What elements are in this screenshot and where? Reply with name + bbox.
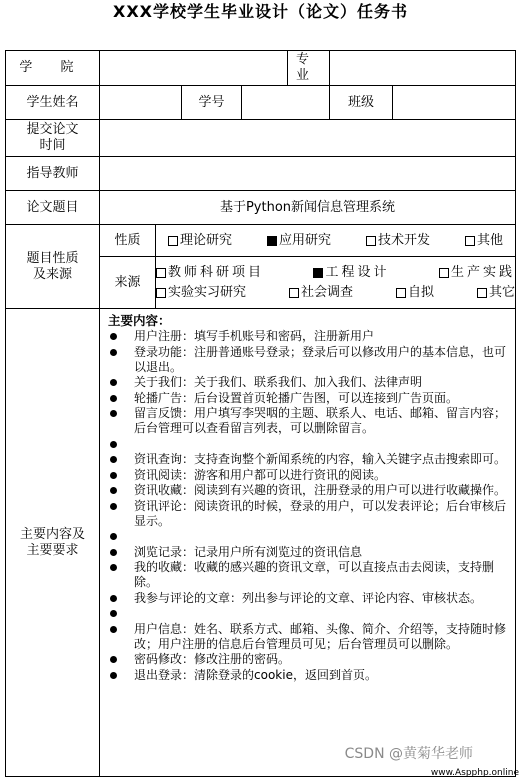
source-option-other[interactable]: 其它 bbox=[477, 285, 515, 301]
content-list-item: 留言反馈：用户填写李哭咽的主题、联系人、电话、邮箱、留言内容；后台管理可以查看留言列表，可以删除留言。 bbox=[108, 406, 507, 436]
content-list-item: 资讯查询：支持查询整个新闻系统的内容，输入关键字点击搜索即可。 bbox=[108, 452, 507, 467]
row-nature bbox=[6, 225, 516, 257]
content-list-item bbox=[108, 606, 507, 621]
row-topic bbox=[6, 191, 516, 225]
nature-options-cell bbox=[156, 225, 516, 257]
content-list bbox=[108, 329, 507, 683]
content-list-item bbox=[108, 437, 507, 452]
nature-label-line1: 题目性质 bbox=[26, 250, 79, 266]
checkbox-icon[interactable] bbox=[267, 236, 277, 246]
content-label-line2: 主要要求 bbox=[26, 542, 79, 558]
topic-value: 基于Python新闻信息管理系统 bbox=[100, 191, 516, 225]
row-teacher bbox=[6, 157, 516, 191]
source-option-engineering[interactable]: 工程设计 bbox=[313, 265, 389, 281]
checkbox-icon[interactable] bbox=[156, 268, 166, 278]
major-value[interactable] bbox=[330, 51, 516, 86]
checkbox-icon[interactable] bbox=[439, 268, 449, 278]
site-watermark: www.Aspphp.online bbox=[430, 768, 519, 778]
checkbox-icon[interactable] bbox=[168, 236, 178, 246]
submit-time-label bbox=[6, 120, 100, 157]
source-options-row2 bbox=[156, 285, 515, 301]
checkbox-icon[interactable] bbox=[156, 288, 166, 298]
content-list-item: 我的收藏：收藏的感兴趣的资讯文章，可以直接点击去阅读，支持删除。 bbox=[108, 560, 507, 590]
college-label: 学 院 bbox=[6, 51, 100, 86]
content-list-item: 用户信息：姓名、联系方式、邮箱、头像、简介、介绍等，支持随时修改；用户注册的信息后台管理员可见；后台管理员可以删除。 bbox=[108, 622, 507, 652]
nature-option-other[interactable]: 其他 bbox=[465, 233, 503, 249]
source-option-production[interactable]: 生产实践 bbox=[439, 265, 515, 281]
content-label bbox=[6, 309, 100, 777]
content-cell bbox=[100, 309, 516, 777]
content-list-item: 退出登录：清除登录的cookie，返回到首页。 bbox=[108, 668, 507, 683]
checkbox-icon[interactable] bbox=[465, 236, 475, 246]
checkbox-icon[interactable] bbox=[313, 268, 323, 278]
major-label: 专 业 bbox=[288, 51, 330, 86]
content-list-item: 我参与评论的文章：列出参与评论的文章、评论内容、审核状态。 bbox=[108, 591, 507, 606]
content-list-item: 资讯评论：阅读资讯的时候，登录的用户，可以发表评论；后台审核后显示。 bbox=[108, 499, 507, 529]
submit-time-label-line2: 时间 bbox=[39, 138, 66, 153]
college-value[interactable] bbox=[100, 51, 288, 86]
content-label-line1: 主要内容及 bbox=[19, 526, 85, 542]
student-number-value[interactable] bbox=[242, 86, 330, 120]
content-list-item: 资讯阅读：游客和用户都可以进行资讯的阅读。 bbox=[108, 468, 507, 483]
task-form-table bbox=[5, 50, 516, 777]
nature-options bbox=[156, 233, 515, 249]
source-sub-label: 来源 bbox=[100, 257, 156, 309]
student-name-label: 学生姓名 bbox=[6, 86, 100, 120]
content-list-item: 登录功能：注册普通账号登录；登录后可以修改用户的基本信息，也可以退出。 bbox=[108, 345, 507, 375]
csdn-watermark: CSDN @黄菊华老师 bbox=[344, 746, 473, 762]
source-option-self[interactable]: 自拟 bbox=[396, 285, 434, 301]
nature-sub-label: 性质 bbox=[100, 225, 156, 257]
topic-label: 论文题目 bbox=[6, 191, 100, 225]
row-student bbox=[6, 86, 516, 120]
content-list-item: 资讯收藏：阅读到有兴趣的资讯，注册登录的用户可以进行收藏操作。 bbox=[108, 483, 507, 498]
content-list-item: 用户注册：填写手机账号和密码，注册新用户 bbox=[108, 329, 507, 344]
teacher-label: 指导教师 bbox=[6, 157, 100, 191]
source-option-experiment[interactable]: 实验实习研究 bbox=[156, 285, 246, 301]
content-list-item bbox=[108, 529, 507, 544]
teacher-value[interactable] bbox=[100, 157, 516, 191]
checkbox-icon[interactable] bbox=[396, 288, 406, 298]
nature-option-theory[interactable]: 理论研究 bbox=[168, 233, 232, 249]
source-option-teacher-project[interactable]: 教师科研项目 bbox=[156, 265, 264, 281]
content-list-item: 关于我们：关于我们、联系我们、加入我们、法律声明 bbox=[108, 375, 507, 390]
nature-label-line2: 及来源 bbox=[32, 266, 72, 282]
nature-option-applied[interactable]: 应用研究 bbox=[267, 233, 331, 249]
student-number-label: 学号 bbox=[182, 86, 242, 120]
document-title: XXX学校学生毕业设计（论文）任务书 bbox=[112, 2, 408, 21]
row-submit-time bbox=[6, 120, 516, 157]
class-value[interactable] bbox=[393, 86, 516, 120]
content-list-item: 轮播广告：后台设置首页轮播广告图，可以连接到广告页面。 bbox=[108, 391, 507, 406]
nature-label bbox=[6, 225, 100, 309]
source-option-survey[interactable]: 社会调查 bbox=[289, 285, 353, 301]
source-options-row1 bbox=[156, 265, 515, 281]
checkbox-icon[interactable] bbox=[366, 236, 376, 246]
content-heading: 主要内容： bbox=[108, 313, 171, 328]
checkbox-icon[interactable] bbox=[289, 288, 299, 298]
submit-time-label-line1: 提交论文 bbox=[26, 122, 79, 137]
content-list-item: 浏览记录：记录用户所有浏览过的资讯信息 bbox=[108, 545, 507, 560]
submit-time-value[interactable] bbox=[100, 120, 516, 157]
nature-option-tech[interactable]: 技术开发 bbox=[366, 233, 430, 249]
row-content bbox=[6, 309, 516, 777]
row-college bbox=[6, 51, 516, 86]
class-label: 班级 bbox=[330, 86, 393, 120]
checkbox-icon[interactable] bbox=[477, 288, 487, 298]
student-name-value[interactable] bbox=[100, 86, 182, 120]
content-list-item: 密码修改：修改注册的密码。 bbox=[108, 652, 507, 667]
source-options-cell bbox=[156, 257, 516, 309]
